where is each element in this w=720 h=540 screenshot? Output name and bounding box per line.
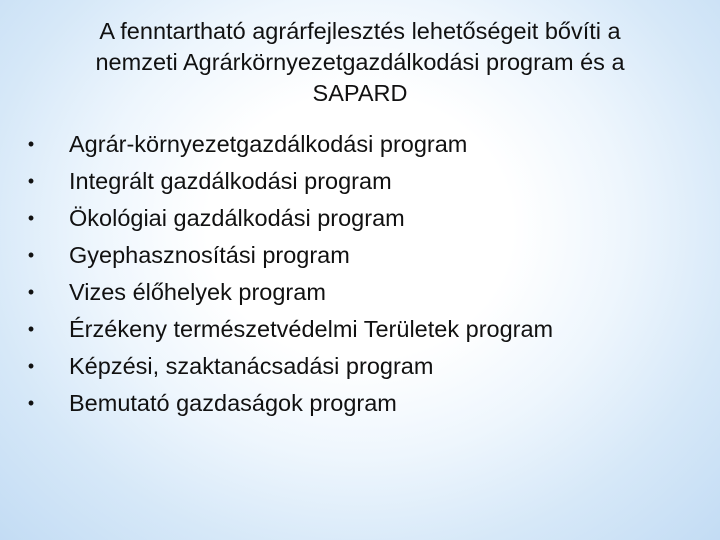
title-line-2: nemzeti Agrárkörnyezetgazdálkodási program és a <box>95 49 625 75</box>
bullet-icon: • <box>27 171 35 191</box>
title-line-1: A fenntartható agrárfejlesztés lehetőségeit bővíti a <box>99 18 621 44</box>
bullet-text: Képzési, szaktanácsadási program <box>69 353 434 379</box>
bullet-text: Integrált gazdálkodási program <box>69 168 392 194</box>
bullet-icon: • <box>27 319 35 339</box>
bullet-item <box>0 348 720 385</box>
bullet-text: Ökológiai gazdálkodási program <box>69 205 405 231</box>
bullet-icon: • <box>27 282 35 302</box>
slide-title <box>20 16 700 109</box>
bullet-icon: • <box>27 356 35 376</box>
bullet-text: Vizes élőhelyek program <box>69 279 326 305</box>
bullet-item <box>0 311 720 348</box>
bullet-list <box>0 126 720 422</box>
bullet-icon: • <box>27 245 35 265</box>
bullet-icon: • <box>27 393 35 413</box>
bullet-icon: • <box>27 208 35 228</box>
bullet-text: Bemutató gazdaságok program <box>69 390 397 416</box>
bullet-item <box>0 163 720 200</box>
bullet-text: Agrár-környezetgazdálkodási program <box>69 131 468 157</box>
bullet-text: Gyephasznosítási program <box>69 242 350 268</box>
title-line-3: SAPARD <box>312 80 408 106</box>
bullet-icon: • <box>27 134 35 154</box>
bullet-item <box>0 237 720 274</box>
bullet-text: Érzékeny természetvédelmi Területek program <box>69 316 554 342</box>
bullet-item <box>0 126 720 163</box>
bullet-item <box>0 200 720 237</box>
bullet-item <box>0 385 720 422</box>
bullet-item <box>0 274 720 311</box>
